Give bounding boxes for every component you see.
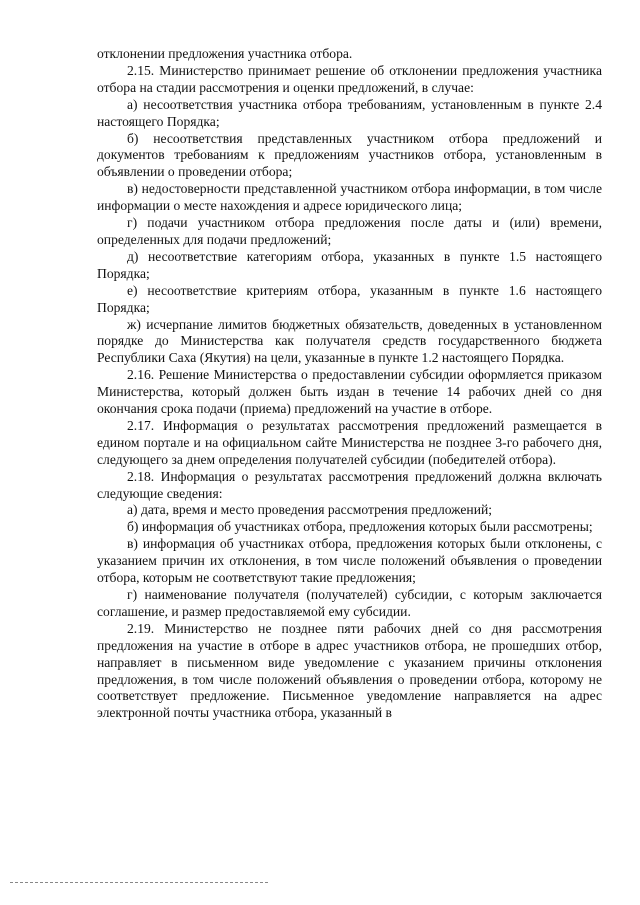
paragraph-2-19: 2.19. Министерство не позднее пяти рабочих дней со дня рассмотрения предложения на участие в отборе в адрес участников отбора, не прошедших отбор, направляет в письменном виде уведомление с указанием причины отклонения предложения, в том числе положений объявления о проведении отбора, которому не соответствует предложение. Письменное уведомление направляется на адрес электронной почты участника отбора, указанный в [97, 620, 602, 721]
paragraph-2-17: 2.17. Информация о результатах рассмотрения предложений размещается в едином портале и на официальном сайте Министерства не позднее 3-го рабочего дня, следующего за днем определения получателей субсидии (победителей отбора). [97, 417, 602, 467]
paragraph-2-15-v: в) недостоверности представленной участником отбора информации, в том числе информации о месте нахождения и адресе юридического лица; [97, 181, 602, 214]
document-body [97, 46, 602, 722]
paragraph-continuation: отклонении предложения участника отбора. [97, 46, 353, 61]
paragraph-2-18-b: б) информация об участниках отбора, предложения которых были рассмотрены; [127, 519, 593, 535]
paragraph-2-18-v: в) информация об участниках отбора, предложения которых были отклонены, с указанием причин их отклонения, в том числе положений объявления о проведении отбора, которым не соответствуют такие предложения; [97, 536, 602, 586]
paragraph-2-18: 2.18. Информация о результатах рассмотрения предложений должна включать следующие сведения: [97, 468, 602, 501]
paragraph-2-15-e: е) несоответствие критериям отбора, указанным в пункте 1.6 настоящего Порядка; [97, 282, 602, 315]
paragraph-2-15: 2.15. Министерство принимает решение об отклонении предложения участника отбора на стадии рассмотрения и оценки предложений, в случае: [97, 62, 602, 95]
paragraph-2-15-g: г) подачи участником отбора предложения после даты и (или) времени, определенных для подачи предложений; [97, 215, 602, 247]
paragraph-2-18-g: г) наименование получателя (получателей) субсидии, с которым заключается соглашение, и размер предоставляемой ему субсидии. [97, 587, 602, 619]
paragraph-2-15-b: б) несоответствия представленных участником отбора предложений и документов требованиям к предложениям участников отбора, установленным в объявлении о проведении отбора; [97, 130, 602, 180]
paragraph-2-15-d: д) несоответствие категориям отбора, указанных в пункте 1.5 настоящего Порядка; [97, 248, 602, 281]
paragraph-2-16: 2.16. Решение Министерства о предоставлении субсидии оформляется приказом Министерства, который должен быть издан в течение 14 рабочих дней со дня окончания срока подачи (приема) предложений на участие в отборе. [97, 367, 602, 417]
paragraph-2-15-a: а) несоответствия участника отбора требованиям, установленным в пункте 2.4 настоящего Порядка; [97, 96, 602, 129]
paragraph-2-15-zh: ж) исчерпание лимитов бюджетных обязательств, доведенных в установленном порядке до Министерства как получателя средств государственного бюджета Республики Саха (Якутия) на цели, указанные в пункте 1.2 настоящего Порядка. [97, 316, 602, 366]
paragraph-2-18-a: а) дата, время и место проведения рассмотрения предложений; [127, 502, 493, 518]
footer-rule [10, 882, 268, 883]
